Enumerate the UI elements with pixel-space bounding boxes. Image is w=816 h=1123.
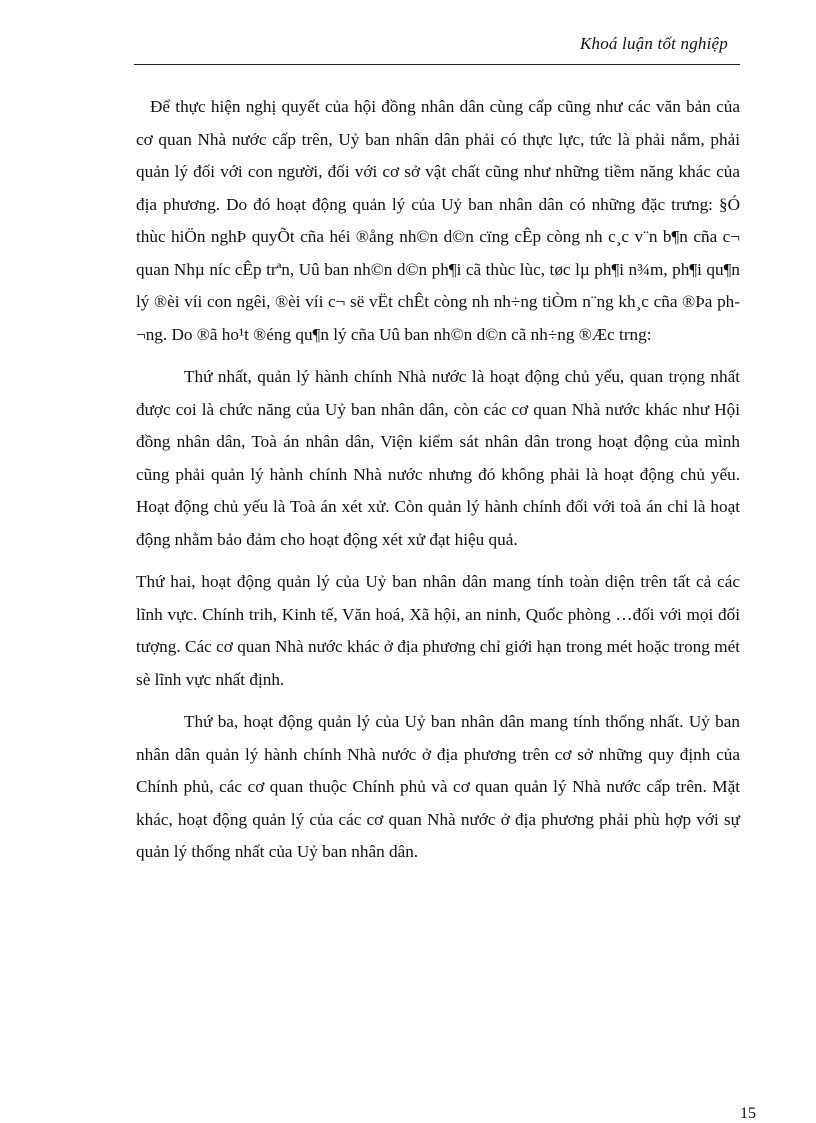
document-body [136,91,740,879]
paragraph-3: Thứ hai, hoạt động quản lý của Uỷ ban nhân dân mang tính toàn diện trên tất cả các lĩnh vực. Chính trih, Kinh tế, Văn hoá, Xã hội, an ninh, Quốc phòng …đối với mọi đối tượng. Các cơ quan Nhà nước khác ở địa phương chỉ giới hạn trong mét hoặc trong mét sè lĩnh vực nhất định. [136,572,740,689]
paragraph-1: Để thực hiện nghị quyết của hội đồng nhân dân cùng cấp cũng như các văn bản của cơ quan Nhà nước cấp trên, Uỷ ban nhân dân phải có thực lực, tức là phải nắm, phải quản lý đối với con người, đối với cơ sở vật chất cũng như những tiềm năng khác của địa phương. Do đó hoạt động quản lý của Uỷ ban nhân dân có những đặc trưng: §Ó thùc hiÖn nghÞ quyÕt cña héi ®ång nh©n d©n cïng cÊp còng nh c¸c v¨n b¶n cña c¬ quan Nhµ níc cÊp trªn, Uû ban nh©n d©n ph¶i cã thùc lùc, tøc lµ ph¶i n¾m, ph¶i qu¶n lý ®èi víi con ngêi, ®èi víi c¬ së vËt chÊt còng nh nh÷ng tiÒm n¨ng kh¸c cña ®Þa ph¬ng. Do ®ã ho¹t ®éng qu¶n lý cña Uû ban nh©n d©n cã nh÷ng ®Æc trng: [136,97,740,344]
paragraph-4: Thứ ba, hoạt động quản lý của Uỷ ban nhân dân mang tính thống nhất. Uỷ ban nhân dân quản lý hành chính Nhà nước ở địa phương trên cơ sở những quy định của Chính phủ, các cơ quan thuộc Chính phủ và cơ quan quản lý Nhà nước cấp trên. Mặt khác, hoạt động quản lý của các cơ quan Nhà nước ở địa phương phải phù hợp với sự quản lý thống nhất của Uỷ ban nhân dân. [136,712,740,861]
page-number: 15 [740,1105,756,1122]
header-divider [134,64,740,65]
paragraph-2: Thứ nhất, quản lý hành chính Nhà nước là hoạt động chủ yếu, quan trọng nhất được coi là chức năng của Uỷ ban nhân dân, còn các cơ quan Nhà nước khác như Hội đồng nhân dân, Toà án nhân dân, Viện kiểm sát nhân dân trong hoạt động của mình cũng phải quản lý hành chính Nhà nước nhưng đó không phải là hoạt động chủ yếu. Hoạt động chủ yếu là Toà án xét xử. Còn quản lý hành chính đối với toà án chỉ là hoạt động nhằm bảo đảm cho hoạt động xét xử đạt hiệu quả. [136,367,740,549]
running-header-title: Khoá luận tốt nghiệp [579,34,728,53]
